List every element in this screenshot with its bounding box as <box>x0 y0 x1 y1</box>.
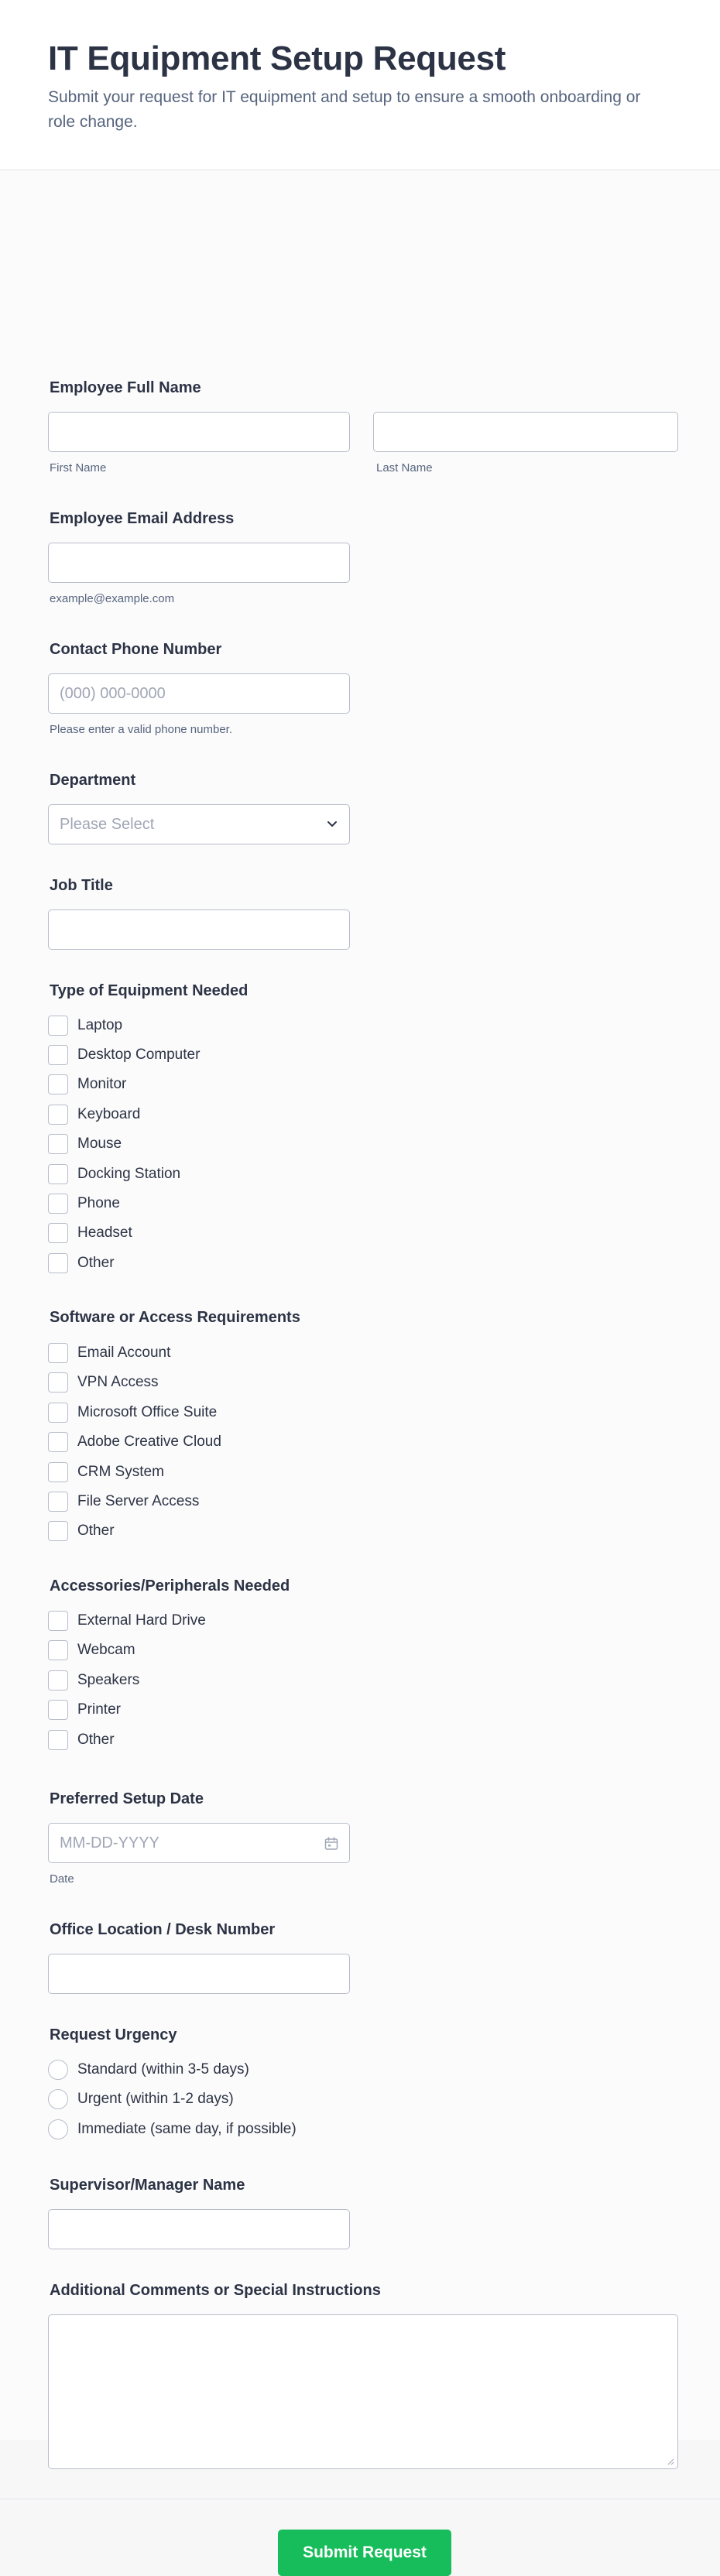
software-option-office[interactable] <box>48 1402 217 1423</box>
accessories-option-other[interactable] <box>48 1729 115 1751</box>
form-header <box>0 0 720 170</box>
accessories-option-hard-drive[interactable] <box>48 1610 206 1632</box>
option-label: Desktop Computer <box>77 1046 201 1063</box>
software-label: Software or Access Requirements <box>50 1309 300 1326</box>
option-label: Headset <box>77 1225 132 1241</box>
option-label: Microsoft Office Suite <box>77 1404 218 1420</box>
accessories-option-printer[interactable] <box>48 1699 121 1721</box>
software-option-crm[interactable] <box>48 1461 164 1483</box>
option-label: Keyboard <box>77 1106 141 1122</box>
equipment-option-headset[interactable] <box>48 1222 132 1244</box>
urgency-option-standard[interactable] <box>48 2059 249 2081</box>
option-label: VPN Access <box>77 1374 159 1390</box>
equipment-option-phone[interactable] <box>48 1193 120 1214</box>
phone-label: Contact Phone Number <box>50 641 222 658</box>
urgency-option-immediate[interactable] <box>48 2119 297 2140</box>
option-label: Adobe Creative Cloud <box>77 1434 221 1450</box>
date-placeholder: MM-DD-YYYY <box>60 1834 159 1852</box>
software-option-other[interactable] <box>48 1520 115 1542</box>
option-label: Phone <box>77 1195 120 1211</box>
software-option-vpn[interactable] <box>48 1372 159 1393</box>
equipment-option-keyboard[interactable] <box>48 1104 140 1125</box>
option-label: Mouse <box>77 1136 122 1152</box>
software-option-file-server[interactable] <box>48 1491 199 1512</box>
option-label: Docking Station <box>77 1166 181 1182</box>
checkbox[interactable] <box>48 1253 68 1273</box>
department-select[interactable] <box>48 804 350 844</box>
supervisor-input[interactable] <box>48 2209 350 2249</box>
option-label: Standard (within 3-5 days) <box>77 2061 249 2078</box>
checkbox[interactable] <box>48 1611 68 1631</box>
full-name-label: Employee Full Name <box>50 379 201 396</box>
submit-button[interactable]: Submit Request <box>278 2530 451 2576</box>
email-input[interactable] <box>48 543 350 583</box>
last-name-sublabel: Last Name <box>376 461 433 474</box>
equipment-option-desktop[interactable] <box>48 1044 200 1066</box>
checkbox[interactable] <box>48 1223 68 1243</box>
supervisor-label: Supervisor/Manager Name <box>50 2177 245 2194</box>
checkbox[interactable] <box>48 1492 68 1512</box>
comments-textarea[interactable] <box>48 2314 678 2469</box>
equipment-option-mouse[interactable] <box>48 1133 122 1155</box>
checkbox[interactable] <box>48 1670 68 1690</box>
radio-button[interactable] <box>48 2089 68 2109</box>
chevron-down-icon <box>326 817 338 830</box>
checkbox[interactable] <box>48 1164 68 1184</box>
setup-date-input[interactable] <box>48 1823 350 1863</box>
checkbox[interactable] <box>48 1045 68 1065</box>
checkbox[interactable] <box>48 1403 68 1423</box>
option-label: File Server Access <box>77 1493 200 1509</box>
job-title-label: Job Title <box>50 877 113 894</box>
accessories-option-speakers[interactable] <box>48 1670 139 1691</box>
equipment-option-monitor[interactable] <box>48 1074 126 1095</box>
option-label: Other <box>77 1255 115 1271</box>
checkbox[interactable] <box>48 1194 68 1214</box>
urgency-label: Request Urgency <box>50 2026 177 2043</box>
equipment-option-other[interactable] <box>48 1252 115 1274</box>
option-label: Immediate (same day, if possible) <box>77 2121 297 2137</box>
checkbox[interactable] <box>48 1372 68 1392</box>
first-name-sublabel: First Name <box>50 461 107 474</box>
equipment-option-docking[interactable] <box>48 1163 180 1185</box>
location-label: Office Location / Desk Number <box>50 1921 276 1938</box>
checkbox[interactable] <box>48 1432 68 1452</box>
accessories-label: Accessories/Peripherals Needed <box>50 1577 290 1595</box>
department-label: Department <box>50 772 136 789</box>
calendar-icon[interactable] <box>324 1837 338 1851</box>
comments-label: Additional Comments or Special Instructions <box>50 2282 381 2299</box>
option-label: CRM System <box>77 1464 164 1480</box>
location-input[interactable] <box>48 1954 350 1994</box>
resize-grip-icon[interactable] <box>667 2458 674 2465</box>
option-label: Monitor <box>77 1076 127 1092</box>
email-sublabel: example@example.com <box>50 592 175 605</box>
setup-date-sublabel: Date <box>50 1872 74 1886</box>
checkbox[interactable] <box>48 1462 68 1482</box>
checkbox[interactable] <box>48 1521 68 1541</box>
checkbox[interactable] <box>48 1730 68 1750</box>
form-subtitle: Submit your request for IT equipment and setup to ensure a smooth onboarding or role change. <box>48 88 641 131</box>
radio-button[interactable] <box>48 2060 68 2080</box>
option-label: Webcam <box>77 1642 135 1658</box>
option-label: Other <box>77 1732 115 1748</box>
accessories-option-webcam[interactable] <box>48 1639 135 1661</box>
job-title-input[interactable] <box>48 909 350 950</box>
urgency-option-urgent[interactable] <box>48 2088 234 2110</box>
option-label: Email Account <box>77 1345 171 1361</box>
checkbox[interactable] <box>48 1016 68 1036</box>
option-label: Speakers <box>77 1672 140 1688</box>
option-label: External Hard Drive <box>77 1612 206 1629</box>
phone-input[interactable] <box>48 673 350 714</box>
setup-date-label: Preferred Setup Date <box>50 1790 204 1807</box>
option-label: Other <box>77 1523 115 1539</box>
email-label: Employee Email Address <box>50 510 235 527</box>
first-name-input[interactable] <box>48 412 350 452</box>
equipment-option-laptop[interactable] <box>48 1015 122 1036</box>
checkbox[interactable] <box>48 1640 68 1660</box>
form-title: IT Equipment Setup Request <box>48 39 506 77</box>
checkbox[interactable] <box>48 1074 68 1094</box>
option-label: Urgent (within 1-2 days) <box>77 2091 234 2107</box>
option-label: Laptop <box>77 1017 123 1033</box>
checkbox[interactable] <box>48 1700 68 1720</box>
software-option-email[interactable] <box>48 1342 170 1364</box>
checkbox[interactable] <box>48 1105 68 1125</box>
last-name-input[interactable] <box>373 412 678 452</box>
equipment-label: Type of Equipment Needed <box>50 982 249 999</box>
checkbox[interactable] <box>48 1343 68 1363</box>
radio-button[interactable] <box>48 2119 68 2139</box>
department-selected-value: Please Select <box>60 815 155 833</box>
phone-sublabel: Please enter a valid phone number. <box>50 723 232 736</box>
software-option-adobe[interactable] <box>48 1431 221 1453</box>
checkbox[interactable] <box>48 1134 68 1154</box>
option-label: Printer <box>77 1701 121 1718</box>
